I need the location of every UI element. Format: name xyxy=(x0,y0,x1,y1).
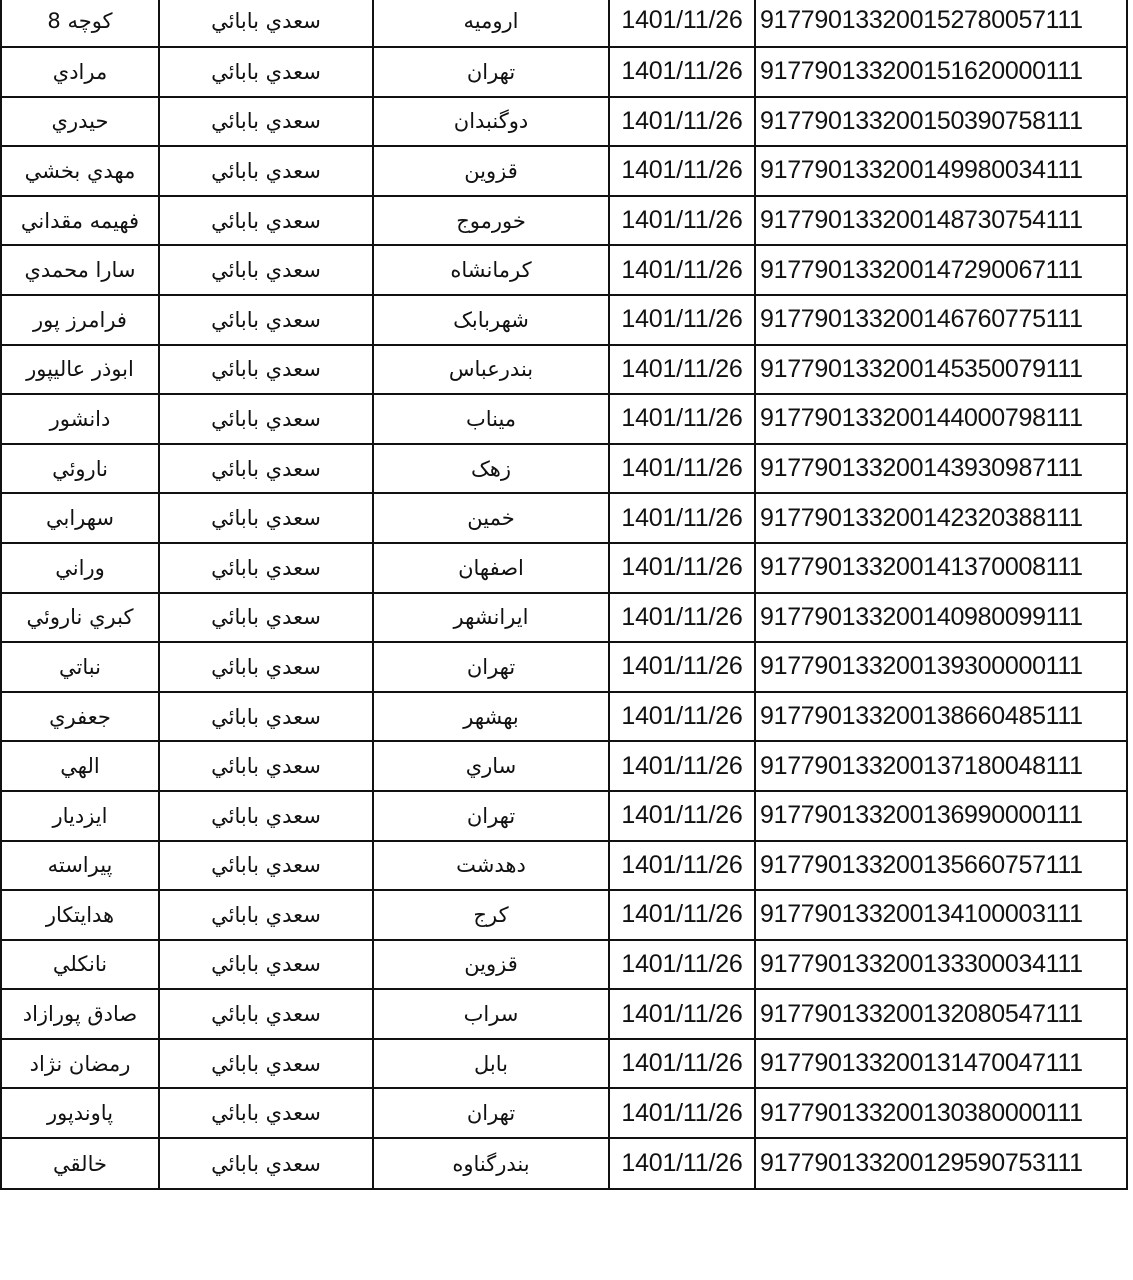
date-cell: 1401/11/26 xyxy=(609,890,755,940)
table-row xyxy=(1,642,1127,692)
city-cell: تهران xyxy=(373,1088,609,1138)
date-cell: 1401/11/26 xyxy=(609,989,755,1039)
table-row xyxy=(1,890,1127,940)
city-cell: بندرعباس xyxy=(373,345,609,395)
recipient-name-cell: صادق پورازاد xyxy=(1,989,159,1039)
table-row xyxy=(1,444,1127,494)
tracking-code-cell: 917790133200141370008111 xyxy=(755,543,1127,593)
date-cell: 1401/11/26 xyxy=(609,0,755,47)
table-row xyxy=(1,0,1127,47)
tracking-code-cell: 917790133200143930987111 xyxy=(755,444,1127,494)
date-cell: 1401/11/26 xyxy=(609,245,755,295)
tracking-code-cell: 917790133200149980034111 xyxy=(755,146,1127,196)
city-cell: کرمانشاه xyxy=(373,245,609,295)
sender-name-cell: سعدي بابائي xyxy=(159,493,373,543)
city-cell: اصفهان xyxy=(373,543,609,593)
recipient-name-cell: ابوذر عاليپور xyxy=(1,345,159,395)
recipient-name-cell: الهي xyxy=(1,741,159,791)
city-cell: ميناب xyxy=(373,394,609,444)
recipient-name-cell: مرادي xyxy=(1,47,159,97)
tracking-code-cell: 917790133200134100003111 xyxy=(755,890,1127,940)
table-row xyxy=(1,394,1127,444)
date-cell: 1401/11/26 xyxy=(609,1039,755,1089)
date-cell: 1401/11/26 xyxy=(609,493,755,543)
recipient-name-cell: فهيمه مقداني xyxy=(1,196,159,246)
tracking-code-cell: 917790133200133300034111 xyxy=(755,940,1127,990)
tracking-code-cell: 917790133200138660485111 xyxy=(755,692,1127,742)
city-cell: خمين xyxy=(373,493,609,543)
sender-name-cell: سعدي بابائي xyxy=(159,345,373,395)
city-cell: ساري xyxy=(373,741,609,791)
date-cell: 1401/11/26 xyxy=(609,1138,755,1189)
tracking-code-cell: 917790133200129590753111 xyxy=(755,1138,1127,1189)
date-cell: 1401/11/26 xyxy=(609,940,755,990)
tracking-code-cell: 917790133200142320388111 xyxy=(755,493,1127,543)
city-cell: تهران xyxy=(373,47,609,97)
date-cell: 1401/11/26 xyxy=(609,97,755,147)
recipient-name-cell: کبري ناروئي xyxy=(1,593,159,643)
date-cell: 1401/11/26 xyxy=(609,196,755,246)
tracking-code-cell: 917790133200140980099111 xyxy=(755,593,1127,643)
date-cell: 1401/11/26 xyxy=(609,692,755,742)
sender-name-cell: سعدي بابائي xyxy=(159,295,373,345)
recipient-name-cell: جعفري xyxy=(1,692,159,742)
recipient-name-cell: نانکلي xyxy=(1,940,159,990)
city-cell: خورموج xyxy=(373,196,609,246)
sender-name-cell: سعدي بابائي xyxy=(159,989,373,1039)
table-row xyxy=(1,245,1127,295)
sender-name-cell: سعدي بابائي xyxy=(159,146,373,196)
recipient-name-cell: پاوندپور xyxy=(1,1088,159,1138)
sender-name-cell: سعدي بابائي xyxy=(159,1088,373,1138)
tracking-code-cell: 917790133200131470047111 xyxy=(755,1039,1127,1089)
recipient-name-cell: سهرابي xyxy=(1,493,159,543)
date-cell: 1401/11/26 xyxy=(609,642,755,692)
city-cell: قزوين xyxy=(373,940,609,990)
table-row xyxy=(1,146,1127,196)
tracking-code-cell: 917790133200147290067111 xyxy=(755,245,1127,295)
city-cell: قزوين xyxy=(373,146,609,196)
sender-name-cell: سعدي بابائي xyxy=(159,741,373,791)
sender-name-cell: سعدي بابائي xyxy=(159,642,373,692)
tracking-code-cell: 917790133200145350079111 xyxy=(755,345,1127,395)
recipient-name-cell: وراني xyxy=(1,543,159,593)
tracking-code-cell: 917790133200130380000111 xyxy=(755,1088,1127,1138)
table-row xyxy=(1,1138,1127,1189)
date-cell: 1401/11/26 xyxy=(609,295,755,345)
city-cell: سراب xyxy=(373,989,609,1039)
table-body xyxy=(1,0,1127,1189)
date-cell: 1401/11/26 xyxy=(609,47,755,97)
recipient-name-cell: سارا محمدي xyxy=(1,245,159,295)
recipient-name-cell: ناروئي xyxy=(1,444,159,494)
recipient-name-cell: پيراسته xyxy=(1,841,159,891)
date-cell: 1401/11/26 xyxy=(609,543,755,593)
tracking-code-cell: 917790133200135660757111 xyxy=(755,841,1127,891)
table-row xyxy=(1,741,1127,791)
city-cell: دهدشت xyxy=(373,841,609,891)
date-cell: 1401/11/26 xyxy=(609,394,755,444)
city-cell: بندرگناوه xyxy=(373,1138,609,1189)
recipient-name-cell: نباتي xyxy=(1,642,159,692)
tracking-code-cell: 917790133200132080547111 xyxy=(755,989,1127,1039)
sender-name-cell: سعدي بابائي xyxy=(159,841,373,891)
city-cell: بهشهر xyxy=(373,692,609,742)
city-cell: اروميه xyxy=(373,0,609,47)
recipient-name-cell: فرامرز پور xyxy=(1,295,159,345)
sender-name-cell: سعدي بابائي xyxy=(159,245,373,295)
tracking-code-cell: 917790133200136990000111 xyxy=(755,791,1127,841)
date-cell: 1401/11/26 xyxy=(609,1088,755,1138)
recipient-name-cell: خالقي xyxy=(1,1138,159,1189)
table-row xyxy=(1,1088,1127,1138)
city-cell: تهران xyxy=(373,791,609,841)
city-cell: شهربابک xyxy=(373,295,609,345)
date-cell: 1401/11/26 xyxy=(609,841,755,891)
sender-name-cell: سعدي بابائي xyxy=(159,1039,373,1089)
date-cell: 1401/11/26 xyxy=(609,741,755,791)
sender-name-cell: سعدي بابائي xyxy=(159,692,373,742)
sender-name-cell: سعدي بابائي xyxy=(159,593,373,643)
tracking-code-cell: 917790133200151620000111 xyxy=(755,47,1127,97)
table-row xyxy=(1,47,1127,97)
tracking-code-cell: 917790133200137180048111 xyxy=(755,741,1127,791)
table-row xyxy=(1,989,1127,1039)
table-row xyxy=(1,97,1127,147)
date-cell: 1401/11/26 xyxy=(609,146,755,196)
recipient-name-cell: هدايتکار xyxy=(1,890,159,940)
city-cell: زهک xyxy=(373,444,609,494)
table-row xyxy=(1,543,1127,593)
table-row xyxy=(1,791,1127,841)
table-row xyxy=(1,593,1127,643)
recipient-name-cell: مهدي بخشي xyxy=(1,146,159,196)
sender-name-cell: سعدي بابائي xyxy=(159,0,373,47)
tracking-code-cell: 917790133200146760775111 xyxy=(755,295,1127,345)
city-cell: دوگنبدان xyxy=(373,97,609,147)
city-cell: کرج xyxy=(373,890,609,940)
tracking-code-cell: 917790133200150390758111 xyxy=(755,97,1127,147)
table-row xyxy=(1,692,1127,742)
table-row xyxy=(1,295,1127,345)
sender-name-cell: سعدي بابائي xyxy=(159,47,373,97)
date-cell: 1401/11/26 xyxy=(609,791,755,841)
sender-name-cell: سعدي بابائي xyxy=(159,394,373,444)
table-row xyxy=(1,841,1127,891)
sender-name-cell: سعدي بابائي xyxy=(159,791,373,841)
recipient-name-cell: رمضان نژاد xyxy=(1,1039,159,1089)
recipient-name-cell: حيدري xyxy=(1,97,159,147)
tracking-code-cell: 917790133200152780057111 xyxy=(755,0,1127,47)
recipient-name-cell: کوچه 8 xyxy=(1,0,159,47)
tracking-code-cell: 917790133200148730754111 xyxy=(755,196,1127,246)
city-cell: تهران xyxy=(373,642,609,692)
sender-name-cell: سعدي بابائي xyxy=(159,444,373,494)
table-row xyxy=(1,493,1127,543)
sender-name-cell: سعدي بابائي xyxy=(159,1138,373,1189)
recipient-name-cell: دانشور xyxy=(1,394,159,444)
table-row xyxy=(1,1039,1127,1089)
date-cell: 1401/11/26 xyxy=(609,345,755,395)
table-row xyxy=(1,940,1127,990)
sender-name-cell: سعدي بابائي xyxy=(159,890,373,940)
tracking-code-cell: 917790133200139300000111 xyxy=(755,642,1127,692)
date-cell: 1401/11/26 xyxy=(609,593,755,643)
recipient-name-cell: ايزديار xyxy=(1,791,159,841)
sender-name-cell: سعدي بابائي xyxy=(159,940,373,990)
city-cell: بابل xyxy=(373,1039,609,1089)
table-row xyxy=(1,345,1127,395)
city-cell: ايرانشهر xyxy=(373,593,609,643)
sender-name-cell: سعدي بابائي xyxy=(159,196,373,246)
date-cell: 1401/11/26 xyxy=(609,444,755,494)
sender-name-cell: سعدي بابائي xyxy=(159,97,373,147)
tracking-code-cell: 917790133200144000798111 xyxy=(755,394,1127,444)
table-row xyxy=(1,196,1127,246)
sender-name-cell: سعدي بابائي xyxy=(159,543,373,593)
